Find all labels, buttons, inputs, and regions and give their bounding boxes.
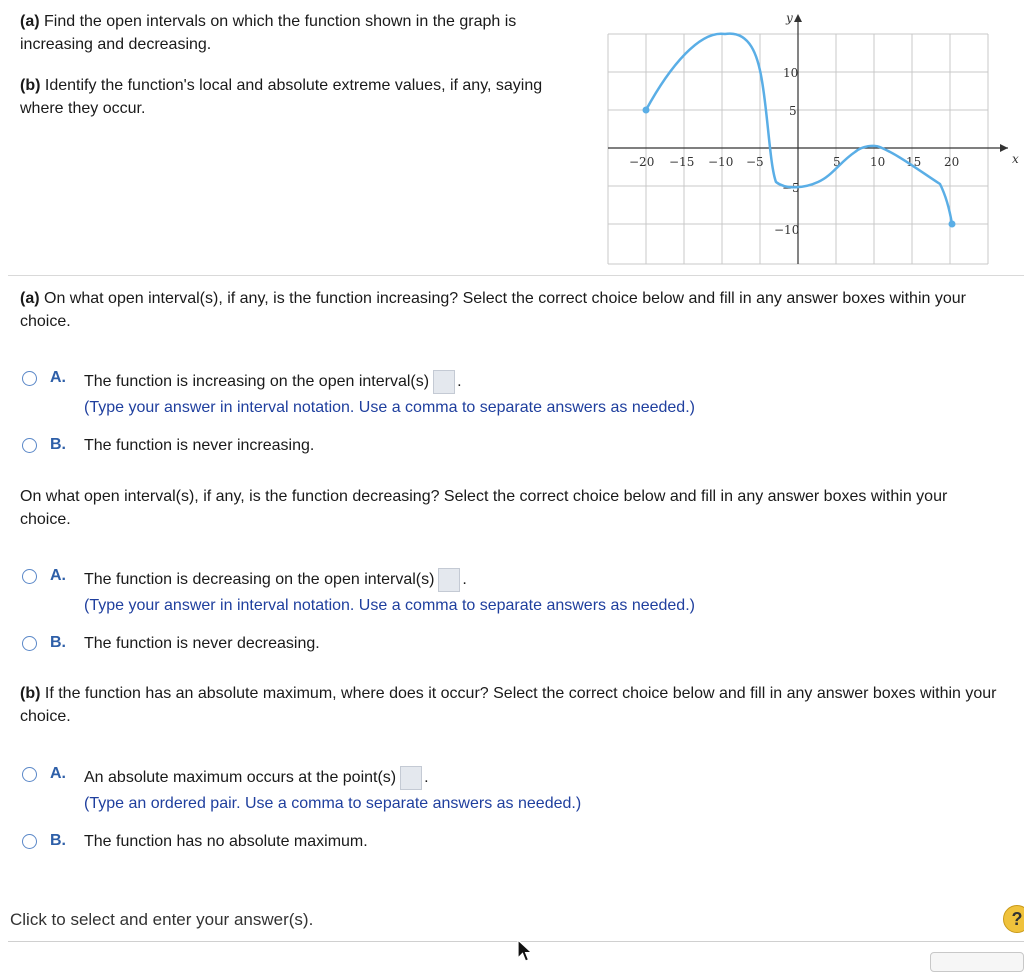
- x-tick: 15: [906, 155, 922, 169]
- question-increasing: (a) On what open interval(s), if any, is the function increasing? Select the correct choice below and fill in any answer boxes within your choice.: [20, 290, 966, 330]
- question-decreasing: On what open interval(s), if any, is the function decreasing? Select the correct choice below and fill in any answer boxes within your choice.: [20, 488, 948, 528]
- answer-hint: (Type your answer in interval notation. Use a comma to separate answers as needed.): [84, 399, 695, 416]
- x-axis-label: x: [1012, 152, 1019, 166]
- footer-instruction: Click to select and enter your answer(s).: [10, 910, 314, 929]
- curve-end-point: [949, 221, 956, 228]
- y-axis-arrow: [794, 14, 802, 22]
- y-tick: −5: [782, 181, 800, 195]
- curve-start-point: [643, 107, 650, 114]
- section-divider: [8, 275, 1024, 276]
- x-tick: 5: [833, 155, 841, 169]
- help-button[interactable]: ?: [1003, 905, 1024, 933]
- answer-hint: (Type your answer in interval notation. Use a comma to separate answers as needed.): [84, 597, 695, 614]
- intro-part-b: (b) Identify the function's local and absolute extreme values, if any, saying where they occur.: [20, 77, 543, 117]
- problem-intro: [20, 10, 560, 138]
- y-tick-labels: [774, 66, 800, 237]
- y-tick: 5: [789, 104, 797, 118]
- radio-button[interactable]: [22, 636, 37, 651]
- x-tick: 20: [944, 155, 960, 169]
- y-tick: 10: [783, 66, 799, 80]
- radio-button[interactable]: [22, 569, 37, 584]
- x-tick: −5: [746, 155, 764, 169]
- answer-input-box[interactable]: [433, 370, 455, 394]
- intro-part-a: (a) Find the open intervals on which the function shown in the graph is increasing and decreasing.: [20, 13, 517, 53]
- y-tick: −10: [774, 223, 800, 237]
- x-tick: −10: [708, 155, 734, 169]
- x-tick-labels: [629, 155, 959, 169]
- radio-button[interactable]: [22, 371, 37, 386]
- question-absolute-max: (b) If the function has an absolute maximum, where does it occur? Select the correct choice below and fill in any answer boxes within your choice.: [20, 685, 997, 725]
- function-curve: [646, 34, 952, 224]
- answer-input-box[interactable]: [438, 568, 460, 592]
- radio-button[interactable]: [22, 834, 37, 849]
- axes: [608, 16, 1008, 264]
- x-tick: −15: [669, 155, 695, 169]
- x-tick: −20: [629, 155, 655, 169]
- mouse-cursor-icon: [516, 938, 534, 964]
- function-graph: [600, 6, 1020, 268]
- answer-input-box[interactable]: [400, 766, 422, 790]
- x-tick: 10: [870, 155, 886, 169]
- radio-button[interactable]: [22, 767, 37, 782]
- radio-button[interactable]: [22, 438, 37, 453]
- navigation-buttons[interactable]: [930, 952, 1024, 972]
- answer-hint: (Type an ordered pair. Use a comma to separate answers as needed.): [84, 795, 582, 812]
- y-axis-label: y: [786, 11, 793, 25]
- x-axis-arrow: [1000, 144, 1008, 152]
